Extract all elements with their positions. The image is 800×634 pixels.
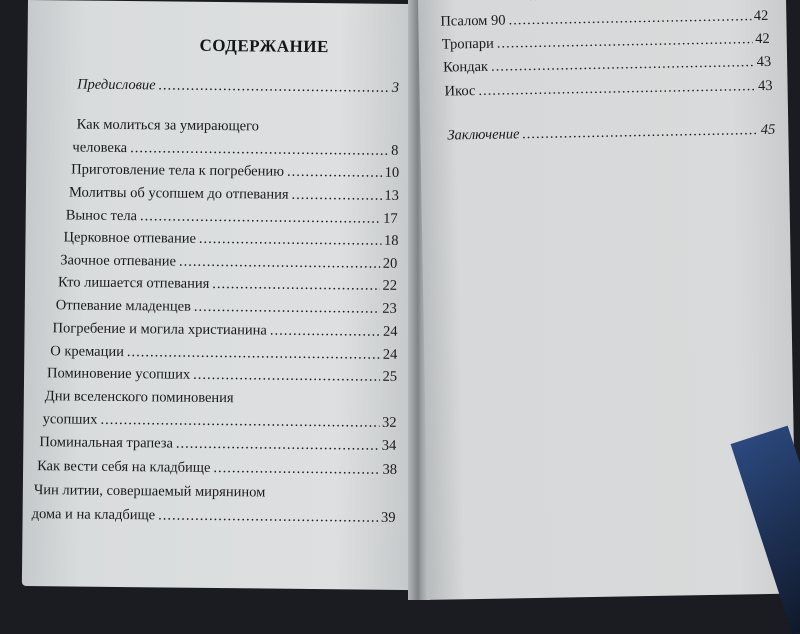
toc-entry-label: Кондак	[443, 58, 489, 76]
leader-dots	[100, 412, 379, 432]
toc-entry-label-line1: Как молиться за умирающего	[76, 116, 260, 135]
toc-entry	[32, 506, 396, 527]
toc-entry-page: 43	[757, 77, 773, 95]
toc-entry	[66, 207, 398, 227]
toc-entry-label: Предисловие	[77, 76, 156, 94]
toc-entry	[71, 161, 399, 181]
toc-entry-label: Икос	[444, 83, 476, 100]
leader-dots	[199, 231, 381, 250]
toc-entry-label: Приготовление тела к погребению	[71, 161, 285, 180]
leader-dots	[159, 77, 389, 96]
toc-entry-page: 17	[383, 210, 398, 227]
toc-entry	[58, 274, 397, 295]
toc-entry-label: Погребение и могила христианина	[52, 320, 267, 339]
leader-dots	[194, 299, 380, 318]
toc-entry-page: 24	[382, 323, 398, 340]
toc-entry	[50, 343, 397, 364]
toc-entry-page: 13	[384, 187, 400, 204]
leader-dots	[508, 8, 751, 29]
toc-entry-page: 39	[381, 509, 396, 526]
toc-entry	[47, 365, 397, 386]
leader-dots	[193, 367, 380, 386]
toc-entry-page: 38	[382, 461, 398, 478]
toc-entry-page: 42	[755, 30, 770, 48]
toc-entry	[60, 252, 397, 273]
leader-dots	[212, 276, 379, 295]
toc-entry-page: 24	[382, 346, 398, 363]
leader-dots	[491, 54, 754, 76]
leader-dots	[127, 344, 380, 364]
toc-entry-page: 42	[753, 7, 769, 25]
toc-entry-label: Тропари	[441, 35, 494, 53]
toc-entry	[77, 77, 399, 97]
toc-entry-label: Молитвы об усопшем до отпевания	[68, 184, 289, 203]
toc-entry-label: дома и на кладбище	[31, 506, 156, 524]
toc-entry-label: Кто лишается отпевания	[57, 274, 210, 292]
leader-dots	[270, 323, 380, 341]
toc-entry-page: 23	[382, 300, 397, 317]
leader-dots	[130, 140, 388, 160]
toc-entry	[443, 54, 771, 77]
toc-entry	[72, 139, 398, 159]
toc-entry-label: человека	[72, 139, 128, 157]
toc-entry	[442, 31, 770, 54]
toc-entry	[440, 8, 768, 31]
leader-dots	[287, 164, 382, 182]
toc-entry-label: Заключение	[447, 126, 520, 144]
leader-dots	[497, 31, 753, 52]
toc-entry	[63, 229, 398, 250]
toc-entry-label-line1: Дни вселенского поминовения	[44, 388, 234, 407]
toc-entry-label-line1: Чин литии, совершаемый мирянином	[33, 482, 266, 501]
left-page	[22, 0, 420, 590]
toc-entry-partial	[526, 0, 766, 5]
toc-entry	[69, 184, 399, 204]
page-title: СОДЕРЖАНИЕ	[199, 35, 329, 57]
leader-dots	[140, 208, 380, 228]
toc-entry-page: 45	[760, 121, 776, 139]
toc-entry-page	[751, 0, 766, 1]
toc-entry-page: 32	[382, 414, 397, 431]
toc-entry-page: 34	[381, 437, 397, 454]
toc-entry	[52, 320, 397, 341]
toc-entry-label: О кремации	[50, 343, 125, 361]
leader-dots	[478, 78, 755, 100]
toc-entry-label: Вынос тела	[65, 207, 138, 225]
toc-entry-label: Церковное отпевание	[63, 229, 197, 247]
toc-entry	[43, 411, 397, 432]
toc-entry-page: 20	[382, 255, 398, 272]
toc-entry-label: усопших	[42, 411, 98, 428]
leader-dots	[522, 122, 758, 143]
toc-entry-label: Псалом 90	[440, 12, 506, 30]
toc-entry-page: 22	[382, 277, 398, 294]
toc-entry-label: Как вести себя на кладбище	[37, 458, 211, 476]
leader-dots	[176, 436, 379, 455]
toc-entry	[447, 122, 775, 145]
right-page	[418, 0, 796, 600]
toc-entry	[37, 458, 397, 479]
toc-entry-label: Отпевание младенцев	[55, 297, 192, 315]
leader-dots	[529, 0, 749, 5]
toc-entry-page: 18	[383, 232, 399, 249]
toc-entry-page: 43	[756, 53, 772, 71]
leader-dots	[213, 460, 379, 479]
toc-entry-label: Поминальная трапеза	[39, 434, 174, 452]
toc-entry-label: Заочное отпевание	[60, 252, 177, 270]
toc-entry	[444, 78, 772, 101]
leader-dots	[179, 254, 380, 273]
leader-dots	[158, 507, 378, 526]
leader-dots	[292, 187, 382, 205]
toc-entry-page: 3	[391, 79, 400, 96]
toc-entry-page: 10	[384, 164, 400, 181]
toc-entry-page: 8	[391, 142, 399, 159]
toc-entry	[39, 434, 396, 455]
toc-entry-label: Поминовение усопших	[47, 365, 191, 383]
toc-entry	[56, 297, 397, 318]
toc-entry-page: 25	[382, 368, 398, 385]
